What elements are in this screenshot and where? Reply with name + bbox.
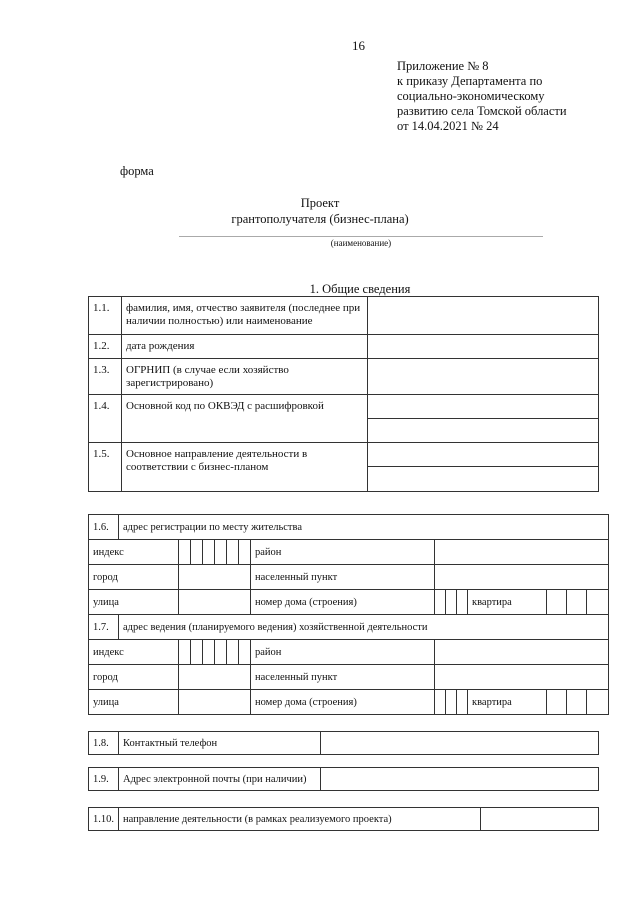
index-label: индекс: [89, 640, 179, 665]
apartment-digit-box[interactable]: [567, 590, 587, 615]
table-row: [89, 515, 609, 540]
house-label: номер дома (строения): [251, 690, 435, 715]
index-digit-box[interactable]: [203, 540, 215, 565]
main-direction-field[interactable]: [368, 443, 599, 467]
settlement-label: населенный пункт: [251, 665, 435, 690]
street-label: улица: [89, 690, 179, 715]
apartment-label: квартира: [468, 590, 547, 615]
row-number: 1.10.: [89, 808, 119, 831]
apartment-digit-box[interactable]: [547, 690, 567, 715]
table-row: [89, 565, 609, 590]
house-digit-box[interactable]: [446, 690, 457, 715]
city-label: город: [89, 565, 179, 590]
section-title: 1. Общие сведения: [309, 282, 411, 296]
name-underline[interactable]: [179, 236, 543, 237]
table-row: [89, 615, 609, 640]
phone-table: [88, 731, 599, 755]
phone-label: Контактный телефон: [119, 732, 321, 755]
row-number: 1.9.: [89, 768, 119, 791]
street-label: улица: [89, 590, 179, 615]
row-number: 1.5.: [89, 443, 122, 492]
index-digit-box[interactable]: [191, 640, 203, 665]
index-digit-box[interactable]: [215, 540, 227, 565]
index-digit-box[interactable]: [215, 640, 227, 665]
email-table: [88, 767, 599, 791]
row-number: 1.4.: [89, 395, 122, 443]
city-label: город: [89, 665, 179, 690]
table-row: [89, 540, 609, 565]
direction-field[interactable]: [481, 808, 599, 831]
appendix-line: к приказу Департамента по: [397, 74, 543, 88]
row-number: 1.1.: [89, 297, 122, 335]
name-caption: (наименование): [330, 238, 392, 248]
row-label: Основной код по ОКВЭД с расшифровкой: [122, 395, 368, 443]
index-digit-box[interactable]: [227, 540, 239, 565]
index-digit-box[interactable]: [203, 640, 215, 665]
index-digit-box[interactable]: [227, 640, 239, 665]
index-digit-box[interactable]: [239, 640, 251, 665]
district-label: район: [251, 540, 435, 565]
table-row: [89, 768, 599, 791]
index-digit-box[interactable]: [239, 540, 251, 565]
table-row: [89, 690, 609, 715]
ogrnip-field[interactable]: [368, 359, 599, 395]
index-label: индекс: [89, 540, 179, 565]
address-reg-title: адрес регистрации по месту жительства: [119, 515, 609, 540]
house-digit-box[interactable]: [457, 690, 468, 715]
appendix-line: от 14.04.2021 № 24: [397, 119, 499, 133]
doc-title-line1: Проект: [300, 196, 340, 210]
appendix-note: [397, 59, 567, 134]
table-row: [89, 640, 609, 665]
house-digit-box[interactable]: [446, 590, 457, 615]
table-row: [89, 732, 599, 755]
full-name-field[interactable]: [368, 297, 599, 335]
appendix-line: Приложение № 8: [397, 59, 489, 73]
house-digit-box[interactable]: [457, 590, 468, 615]
house-label: номер дома (строения): [251, 590, 435, 615]
table-row: [89, 808, 599, 831]
doc-title-line2: грантополучателя (бизнес-плана): [231, 212, 409, 226]
city-field[interactable]: [179, 665, 251, 690]
table-row: [89, 443, 599, 467]
address-table: [88, 514, 609, 715]
apartment-digit-box[interactable]: [587, 690, 609, 715]
table-row: [89, 665, 609, 690]
row-number: 1.2.: [89, 335, 122, 359]
index-digit-box[interactable]: [191, 540, 203, 565]
row-number: 1.7.: [89, 615, 119, 640]
district-label: район: [251, 640, 435, 665]
street-field[interactable]: [179, 690, 251, 715]
district-field[interactable]: [435, 640, 609, 665]
form-label: форма: [120, 164, 154, 178]
apartment-label: квартира: [468, 690, 547, 715]
table-row: [89, 590, 609, 615]
row-label: ОГРНИП (в случае если хозяйство зарегистрировано): [122, 359, 368, 395]
district-field[interactable]: [435, 540, 609, 565]
city-field[interactable]: [179, 565, 251, 590]
table-row: [89, 359, 599, 395]
index-digit-box[interactable]: [179, 640, 191, 665]
row-label: фамилия, имя, отчество заявителя (последнее при наличии полностью) или наименование: [122, 297, 368, 335]
apartment-digit-box[interactable]: [547, 590, 567, 615]
settlement-field[interactable]: [435, 665, 609, 690]
direction-label: направление деятельности (в рамках реализуемого проекта): [119, 808, 481, 831]
appendix-line: развитию села Томской области: [397, 104, 567, 118]
okved-description-field[interactable]: [368, 419, 599, 443]
birth-date-field[interactable]: [368, 335, 599, 359]
appendix-line: социально-экономическому: [397, 89, 545, 103]
apartment-digit-box[interactable]: [567, 690, 587, 715]
settlement-label: населенный пункт: [251, 565, 435, 590]
street-field[interactable]: [179, 590, 251, 615]
table-row: [89, 395, 599, 419]
phone-field[interactable]: [321, 732, 599, 755]
page-number: 16: [352, 38, 365, 53]
row-label: Основное направление деятельности в соответствии с бизнес-планом: [122, 443, 368, 492]
general-info-table: [88, 296, 599, 492]
address-business-title: адрес ведения (планируемого ведения) хозяйственной деятельности: [119, 615, 609, 640]
main-direction-field-2[interactable]: [368, 467, 599, 492]
house-digit-box[interactable]: [435, 590, 446, 615]
row-number: 1.8.: [89, 732, 119, 755]
email-label: Адрес электронной почты (при наличии): [119, 768, 321, 791]
row-number: 1.3.: [89, 359, 122, 395]
row-number: 1.6.: [89, 515, 119, 540]
direction-table: [88, 807, 599, 831]
okved-code-field[interactable]: [368, 395, 599, 419]
settlement-field[interactable]: [435, 565, 609, 590]
table-row: [89, 335, 599, 359]
row-label: дата рождения: [122, 335, 368, 359]
table-row: [89, 297, 599, 335]
email-field[interactable]: [321, 768, 599, 791]
apartment-digit-box[interactable]: [587, 590, 609, 615]
house-digit-box[interactable]: [435, 690, 446, 715]
index-digit-box[interactable]: [179, 540, 191, 565]
